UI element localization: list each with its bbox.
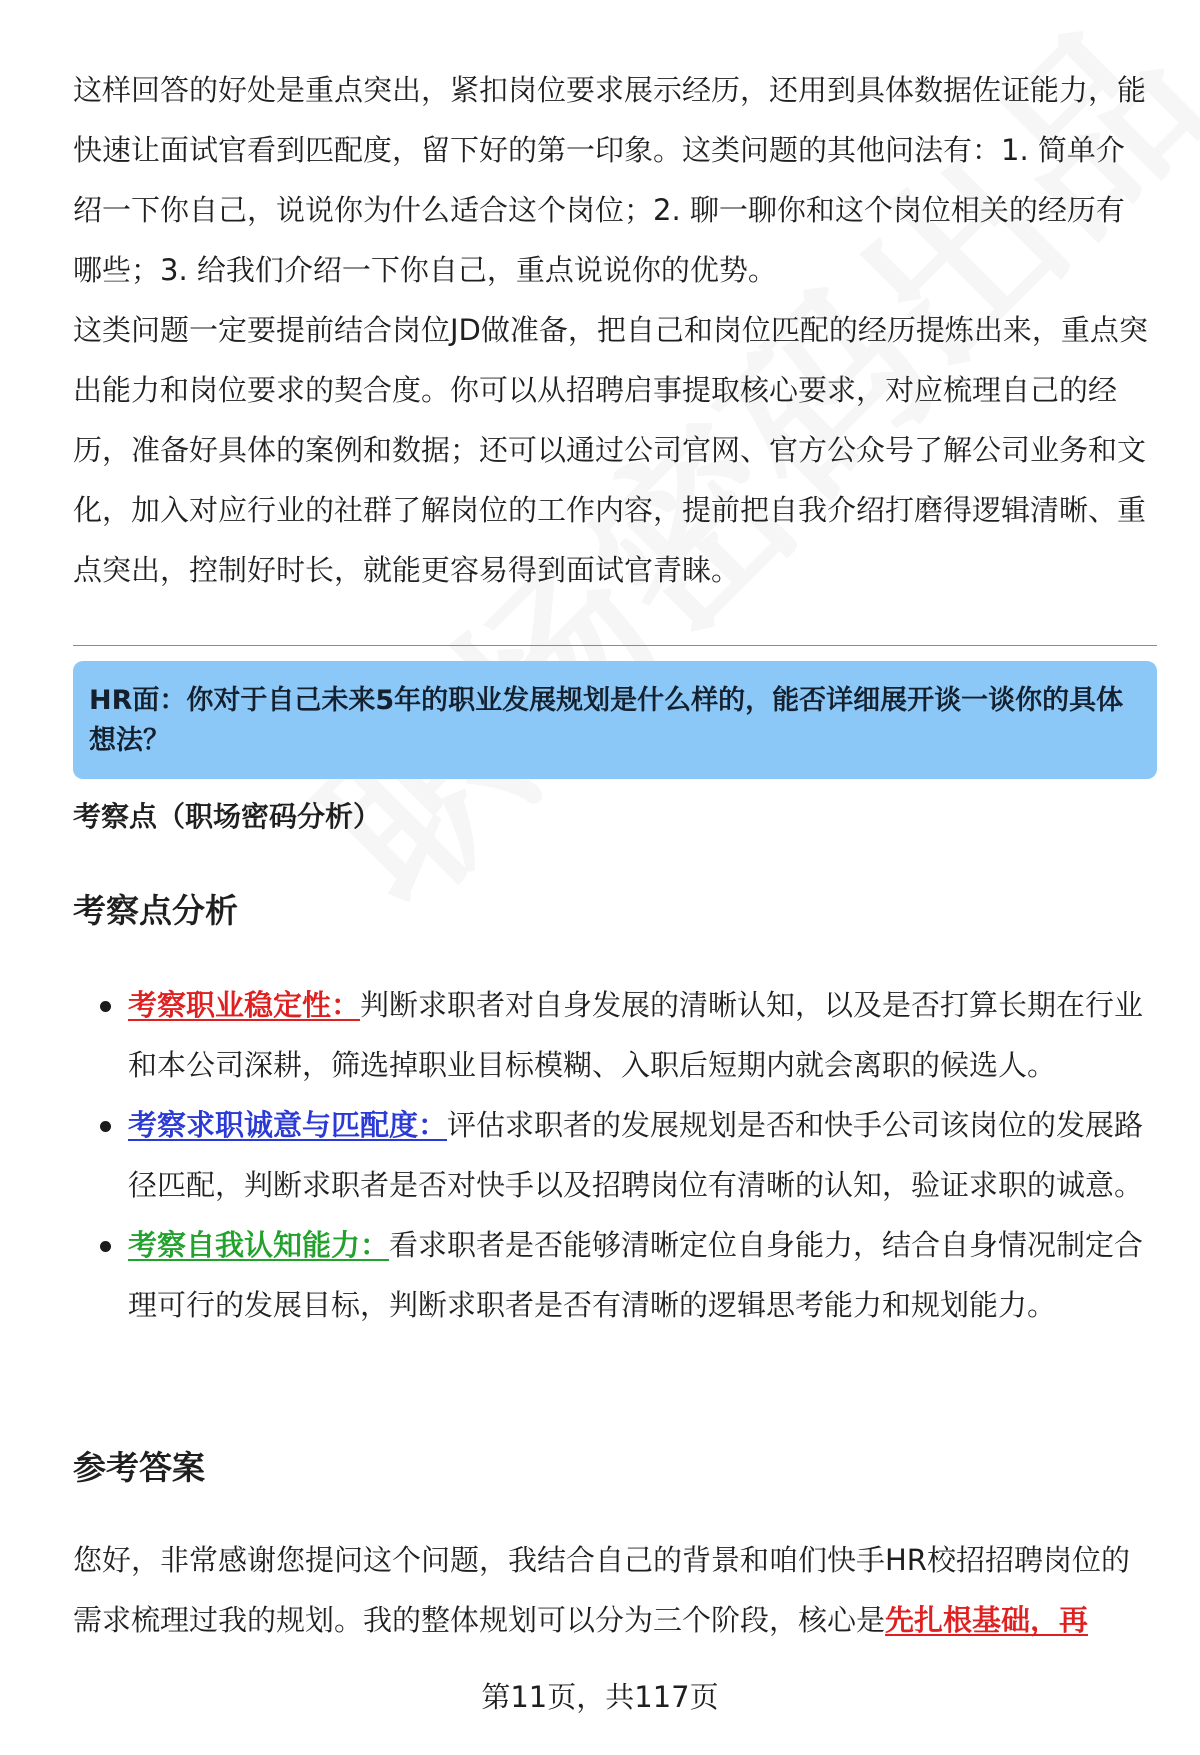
bullet-icon: [100, 1241, 111, 1252]
list-item: [73, 1095, 1157, 1215]
question-text: HR面：你对于自己未来5年的职业发展规划是什么样的，能否详细展开谈一谈你的具体想法？: [89, 685, 1124, 756]
analysis-list: [73, 975, 1157, 1335]
answer-highlight: 先扎根基础，再: [885, 1603, 1089, 1637]
bullet-icon: [100, 1001, 111, 1012]
list-item: [73, 1215, 1157, 1335]
subheading-assessment: 考察点（职场密码分析）: [73, 800, 382, 833]
item-text: 看求职者是否能够清晰定位自身能力，结合自身情况制定合理可行的发展目标，判断求职者是否有清晰的逻辑思考能力和规划能力。: [128, 1228, 1144, 1322]
paragraph-intro-benefits: 这样回答的好处是重点突出，紧扣岗位要求展示经历，还用到具体数据佐证能力，能快速让面试官看到匹配度，留下好的第一印象。这类问题的其他问法有：1. 简单介绍一下你自己，说说你为什么适合这个岗位；2. 聊一聊你和这个岗位相关的经历有哪些；3. 给我们介绍一下你自己，重点说说你的优势。: [73, 73, 1147, 287]
paragraph-preparation-tips: 这类问题一定要提前结合岗位JD做准备，把自己和岗位匹配的经历提炼出来，重点突出能力和岗位要求的契合度。你可以从招聘启事提取核心要求，对应梳理自己的经历，准备好具体的案例和数据；还可以通过公司官网、官方公众号了解公司业务和文化，加入对应行业的社群了解岗位的工作内容，提前把自我介绍打磨得逻辑清晰、重点突出，控制好时长，就能更容易得到面试官青睐。: [73, 313, 1148, 587]
section-divider: [73, 645, 1157, 646]
question-box: [73, 661, 1157, 779]
answer-text: 您好，非常感谢您提问这个问题，我结合自己的背景和咱们快手HR校招招聘岗位的需求梳理过我的规划。我的整体规划可以分为三个阶段，核心是: [73, 1543, 1130, 1637]
heading-analysis: 考察点分析: [73, 891, 238, 930]
page-footer: 第11页，共117页: [481, 1680, 719, 1714]
list-item: [73, 975, 1157, 1095]
item-label-self-awareness: 考察自我认知能力：: [128, 1228, 390, 1262]
answer-paragraph: [73, 1530, 1153, 1650]
item-label-sincerity: 考察求职诚意与匹配度：: [128, 1108, 448, 1142]
bullet-icon: [100, 1121, 111, 1132]
item-label-stability: 考察职业稳定性：: [128, 988, 361, 1022]
item-text: 判断求职者对自身发展的清晰认知，以及是否打算长期在行业和本公司深耕，筛选掉职业目标模糊、入职后短期内就会离职的候选人。: [128, 988, 1144, 1082]
heading-reference-answer: 参考答案: [73, 1448, 205, 1487]
item-text: 评估求职者的发展规划是否和快手公司该岗位的发展路径匹配，判断求职者是否对快手以及招聘岗位有清晰的认知，验证求职的诚意。: [128, 1108, 1144, 1202]
